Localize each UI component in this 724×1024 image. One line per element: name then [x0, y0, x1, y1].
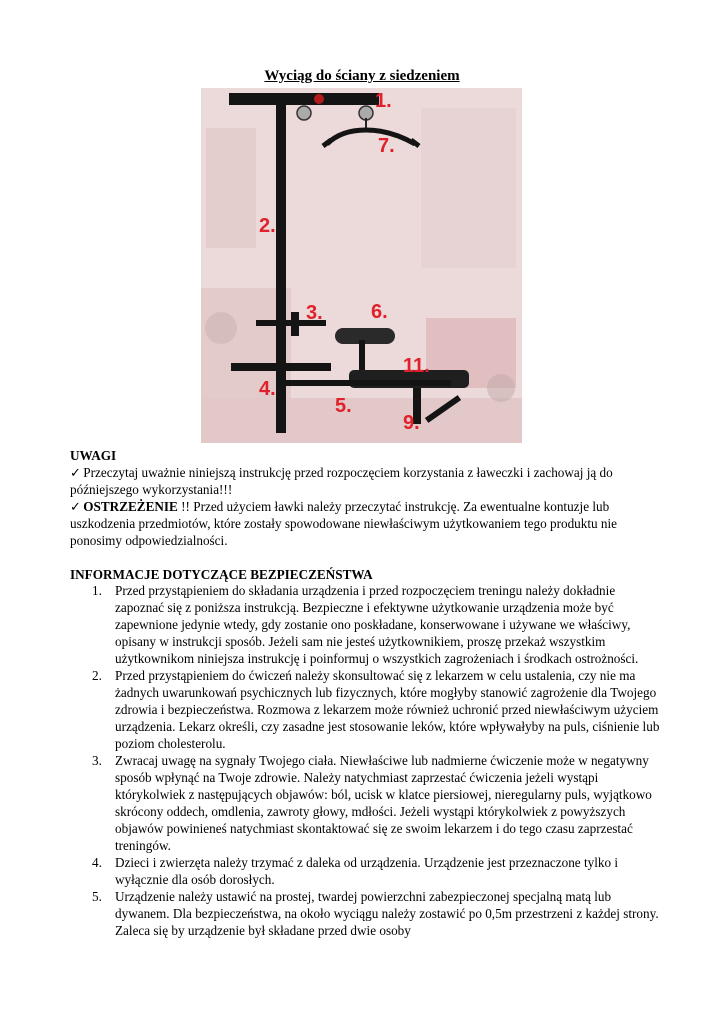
notes-item-1	[70, 464, 660, 498]
notes-heading: UWAGI	[70, 448, 117, 463]
callout-11: 11.	[403, 355, 430, 377]
list-item-number: 5.	[92, 889, 102, 904]
safety-heading: INFORMACJE DOTYCZĄCE BEZPIECZEŃSTWA	[70, 567, 373, 582]
notes-item-2-text: !! Przed użyciem ławki należy przeczytać instrukcję. Za ewentualne kontuzje lub uszkodzenia przedmiotów, które zostały spowodowane niewłaściwym użytkowaniem tego produktu nie ponosimy odpowiedzialności.	[70, 499, 618, 548]
callout-6: 6.	[371, 301, 388, 323]
list-item	[70, 888, 662, 939]
notes-item-2	[70, 498, 660, 549]
list-item	[70, 854, 662, 888]
callout-5: 5.	[335, 395, 352, 417]
callout-3: 3.	[306, 302, 323, 324]
callout-4: 4.	[259, 378, 276, 400]
safety-list	[70, 582, 662, 939]
product-photo	[201, 88, 522, 443]
warning-label: OSTRZEŻENIE	[83, 499, 178, 514]
list-item-text: Przed przystąpieniem do składania urządzenia i przed rozpoczęciem treningu należy dokładnie zapoznać się z poniższa instrukcją. Bezpieczne i efektywne użytkowanie urządzenia może być zapewnione jedynie wtedy, gdy zostanie ono poskładane, konserwowane i używane we właściwy, opisany w instrukcji sposób. Jeżeli sam nie jesteś użytkownikiem, proszę przekaż wszystkim użytkownikom niniejsza instrukcję i poinformuj o wszystkich zagrożeniach i środkach ostrożności.	[115, 583, 639, 666]
list-item-text: Zwracaj uwagę na sygnały Twojego ciała. Niewłaściwe lub nadmierne ćwiczenie może w negatywny sposób wpłynąć na Twoje zdrowie. Należy natychmiast zaprzestać ćwiczenia jeżeli wystąpi którykolwiek z następujących objawów: ból, ucisk w klatce piersiowej, nieregularny puls, wyjątkowo skrócony oddech, omdlenia, zawroty głowy, mdłości. Jeżeli wystąpi którykolwiek z powyższych objawów powinieneś natychmiast skontaktować się ze swoim lekarzem i do tego czasu zaprzestać treningów.	[115, 753, 652, 853]
list-item	[70, 667, 662, 752]
list-item	[70, 752, 662, 854]
checkmark-icon: ✓	[70, 465, 82, 480]
document-title: Wyciąg do ściany z siedzeniem	[264, 68, 460, 84]
list-item-number: 4.	[92, 855, 102, 870]
list-item-text: Przed przystąpieniem do ćwiczeń należy skonsultować się z lekarzem w celu ustalenia, czy nie ma żadnych uwarunkowań psychicznych lub fizycznych, które mogłyby stanowić zagrożenie dla Twojego zdrowia i bezpieczeństwa. Rozmowa z lekarzem może również uchronić przed niewłaściwym użyciem urządzenia. Lekarz określi, czy zasadne jest stosowanie leków, które wpływałyby na puls, ciśnienie lub poziom cholesterolu.	[115, 668, 660, 751]
callout-2: 2.	[259, 215, 276, 237]
callout-9: 9.	[403, 412, 420, 434]
checkmark-icon: ✓	[70, 499, 82, 514]
list-item	[70, 582, 662, 667]
list-item-number: 3.	[92, 753, 102, 768]
list-item-text: Urządzenie należy ustawić na prostej, twardej powierzchni zabezpieczonej specjalną matą lub dywanem. Dla bezpieczeństwa, na około wyciągu należy zostawić po 0,5m przestrzeni z każdej strony. Zaleca się by urządzenie był składane przed dwie osoby	[115, 889, 659, 938]
list-item-number: 2.	[92, 668, 102, 683]
list-item-number: 1.	[92, 583, 102, 598]
notes-item-1-text: Przeczytaj uważnie niniejszą instrukcję przed rozpoczęciem korzystania z ławeczki i zachowaj ją do późniejszego wykorzystania!!!	[70, 465, 613, 497]
callout-7: 7.	[378, 135, 395, 157]
callout-1: 1.	[375, 90, 392, 112]
list-item-text: Dzieci i zwierzęta należy trzymać z daleka od urządzenia. Urządzenie jest przeznaczone tylko i wyłącznie dla osób dorosłych.	[115, 855, 619, 887]
lat-pulldown-machine-illustration	[201, 88, 522, 443]
